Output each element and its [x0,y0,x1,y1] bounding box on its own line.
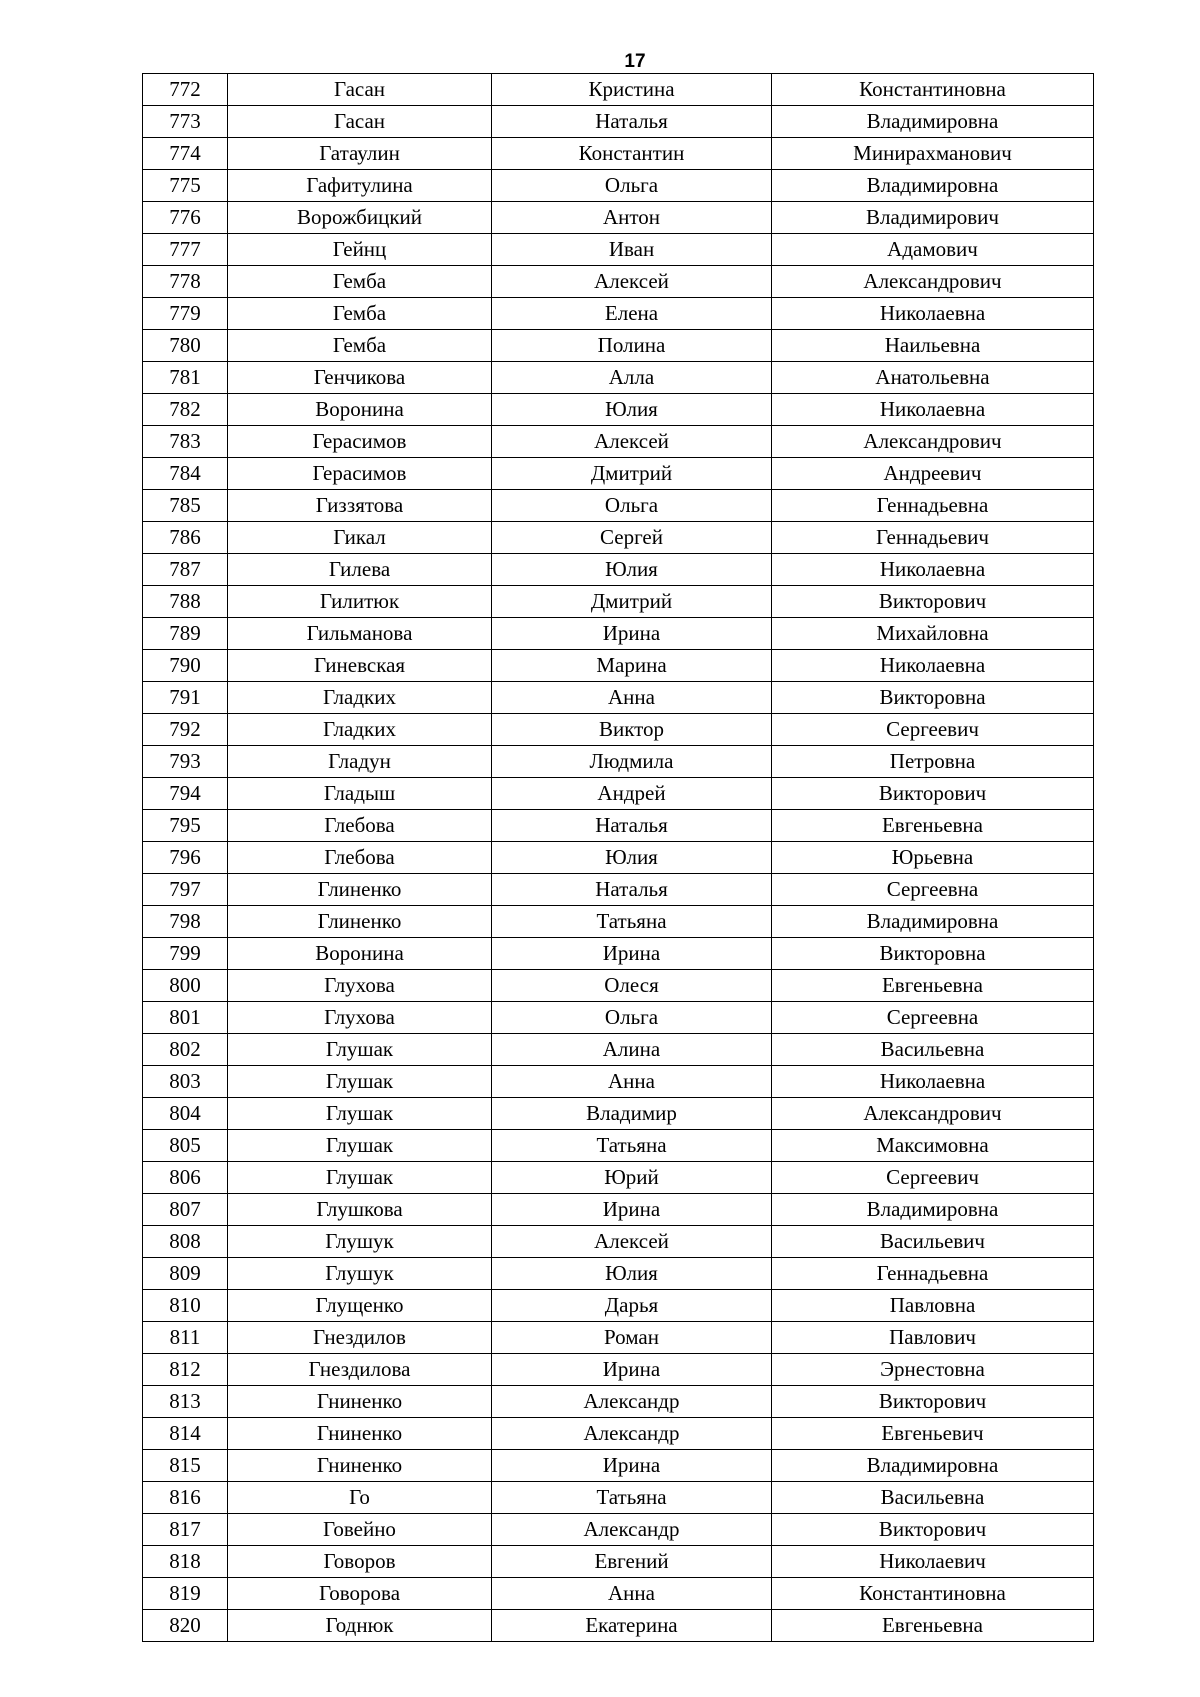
page-number: 17 [624,51,646,72]
last-name-cell: Герасимов [228,426,492,458]
table-row [143,74,1094,106]
first-name-cell: Сергей [492,522,772,554]
patronymic-cell: Евгеньевич [772,1418,1094,1450]
row-number-cell: 811 [143,1322,228,1354]
last-name-cell: Гемба [228,298,492,330]
row-number-cell: 812 [143,1354,228,1386]
table-row [143,618,1094,650]
row-number-cell: 815 [143,1450,228,1482]
first-name-cell: Татьяна [492,906,772,938]
table-row [143,458,1094,490]
first-name-cell: Дмитрий [492,586,772,618]
row-number-cell: 773 [143,106,228,138]
last-name-cell: Воронина [228,394,492,426]
last-name-cell: Гладких [228,714,492,746]
table-row [143,138,1094,170]
table-row [143,394,1094,426]
row-number-cell: 774 [143,138,228,170]
row-number-cell: 816 [143,1482,228,1514]
patronymic-cell: Владимировна [772,106,1094,138]
table-row [143,522,1094,554]
last-name-cell: Глухова [228,970,492,1002]
first-name-cell: Полина [492,330,772,362]
first-name-cell: Ирина [492,1450,772,1482]
table-row [143,1290,1094,1322]
patronymic-cell: Викторович [772,1514,1094,1546]
table-row [143,1098,1094,1130]
last-name-cell: Говейно [228,1514,492,1546]
last-name-cell: Гнездилова [228,1354,492,1386]
first-name-cell: Екатерина [492,1610,772,1642]
last-name-cell: Гасан [228,106,492,138]
patronymic-cell: Петровна [772,746,1094,778]
row-number-cell: 778 [143,266,228,298]
row-number-cell: 792 [143,714,228,746]
last-name-cell: Глушук [228,1226,492,1258]
last-name-cell: Герасимов [228,458,492,490]
patronymic-cell: Геннадьевна [772,1258,1094,1290]
first-name-cell: Татьяна [492,1130,772,1162]
last-name-cell: Гнездилов [228,1322,492,1354]
table-row [143,650,1094,682]
table-row [143,330,1094,362]
table-row [143,426,1094,458]
row-number-cell: 784 [143,458,228,490]
patronymic-cell: Евгеньевна [772,1610,1094,1642]
last-name-cell: Годнюк [228,1610,492,1642]
patronymic-cell: Анатольевна [772,362,1094,394]
patronymic-cell: Николаевна [772,554,1094,586]
patronymic-cell: Александрович [772,426,1094,458]
patronymic-cell: Сергеевич [772,714,1094,746]
table-row [143,1578,1094,1610]
table-row [143,1194,1094,1226]
row-number-cell: 796 [143,842,228,874]
last-name-cell: Гладких [228,682,492,714]
patronymic-cell: Николаевна [772,298,1094,330]
row-number-cell: 781 [143,362,228,394]
first-name-cell: Юлия [492,842,772,874]
last-name-cell: Глебова [228,842,492,874]
table-row [143,906,1094,938]
row-number-cell: 791 [143,682,228,714]
table-row [143,842,1094,874]
row-number-cell: 805 [143,1130,228,1162]
first-name-cell: Дмитрий [492,458,772,490]
table-row [143,1002,1094,1034]
patronymic-cell: Евгеньевна [772,810,1094,842]
row-number-cell: 789 [143,618,228,650]
first-name-cell: Ольга [492,170,772,202]
last-name-cell: Гасан [228,74,492,106]
last-name-cell: Воронина [228,938,492,970]
row-number-cell: 809 [143,1258,228,1290]
patronymic-cell: Евгеньевна [772,970,1094,1002]
row-number-cell: 783 [143,426,228,458]
last-name-cell: Глебова [228,810,492,842]
patronymic-cell: Викторович [772,1386,1094,1418]
patronymic-cell: Викторович [772,586,1094,618]
patronymic-cell: Константиновна [772,1578,1094,1610]
first-name-cell: Константин [492,138,772,170]
last-name-cell: Гниненко [228,1386,492,1418]
first-name-cell: Иван [492,234,772,266]
table-row [143,554,1094,586]
table-row [143,490,1094,522]
table-row [143,746,1094,778]
row-number-cell: 787 [143,554,228,586]
patronymic-cell: Владимировна [772,906,1094,938]
first-name-cell: Татьяна [492,1482,772,1514]
row-number-cell: 814 [143,1418,228,1450]
patronymic-cell: Геннадьевна [772,490,1094,522]
row-number-cell: 786 [143,522,228,554]
row-number-cell: 777 [143,234,228,266]
table-row [143,1258,1094,1290]
first-name-cell: Юлия [492,394,772,426]
table-row [143,1066,1094,1098]
table-row [143,1418,1094,1450]
last-name-cell: Гикал [228,522,492,554]
last-name-cell: Глушак [228,1162,492,1194]
last-name-cell: Гладун [228,746,492,778]
patronymic-cell: Андреевич [772,458,1094,490]
last-name-cell: Гилева [228,554,492,586]
last-name-cell: Генчикова [228,362,492,394]
last-name-cell: Глушук [228,1258,492,1290]
row-number-cell: 807 [143,1194,228,1226]
table-row [143,234,1094,266]
first-name-cell: Ирина [492,938,772,970]
first-name-cell: Анна [492,1066,772,1098]
first-name-cell: Юлия [492,554,772,586]
last-name-cell: Глущенко [228,1290,492,1322]
last-name-cell: Глушкова [228,1194,492,1226]
row-number-cell: 794 [143,778,228,810]
patronymic-cell: Владимировна [772,1450,1094,1482]
first-name-cell: Наталья [492,874,772,906]
row-number-cell: 785 [143,490,228,522]
patronymic-cell: Сергеевна [772,1002,1094,1034]
patronymic-cell: Эрнестовна [772,1354,1094,1386]
table-row [143,1130,1094,1162]
table-row [143,970,1094,1002]
row-number-cell: 776 [143,202,228,234]
patronymic-cell: Михайловна [772,618,1094,650]
last-name-cell: Гниненко [228,1418,492,1450]
row-number-cell: 808 [143,1226,228,1258]
table-row [143,810,1094,842]
first-name-cell: Алексей [492,266,772,298]
row-number-cell: 795 [143,810,228,842]
patronymic-cell: Павловна [772,1290,1094,1322]
first-name-cell: Анна [492,1578,772,1610]
first-name-cell: Елена [492,298,772,330]
table-row [143,1322,1094,1354]
patronymic-cell: Владимировна [772,1194,1094,1226]
table-row [143,106,1094,138]
row-number-cell: 779 [143,298,228,330]
table-row [143,938,1094,970]
last-name-cell: Гладыш [228,778,492,810]
first-name-cell: Юлия [492,1258,772,1290]
last-name-cell: Глушак [228,1130,492,1162]
table-row [143,1514,1094,1546]
table-row [143,298,1094,330]
last-name-cell: Гемба [228,266,492,298]
last-name-cell: Го [228,1482,492,1514]
last-name-cell: Глухова [228,1002,492,1034]
row-number-cell: 799 [143,938,228,970]
patronymic-cell: Николаевна [772,1066,1094,1098]
last-name-cell: Глушак [228,1098,492,1130]
first-name-cell: Алексей [492,1226,772,1258]
last-name-cell: Глушак [228,1066,492,1098]
patronymic-cell: Николаевич [772,1546,1094,1578]
row-number-cell: 798 [143,906,228,938]
last-name-cell: Гниненко [228,1450,492,1482]
table-row [143,586,1094,618]
first-name-cell: Роман [492,1322,772,1354]
patronymic-cell: Павлович [772,1322,1094,1354]
patronymic-cell: Минирахманович [772,138,1094,170]
first-name-cell: Ирина [492,1194,772,1226]
first-name-cell: Алина [492,1034,772,1066]
patronymic-cell: Викторовна [772,682,1094,714]
table-row [143,778,1094,810]
first-name-cell: Ирина [492,618,772,650]
patronymic-cell: Геннадьевич [772,522,1094,554]
table-row [143,714,1094,746]
patronymic-cell: Адамович [772,234,1094,266]
row-number-cell: 788 [143,586,228,618]
patronymic-cell: Васильевна [772,1034,1094,1066]
first-name-cell: Олеся [492,970,772,1002]
patronymic-cell: Васильевна [772,1482,1094,1514]
first-name-cell: Алла [492,362,772,394]
first-name-cell: Владимир [492,1098,772,1130]
row-number-cell: 793 [143,746,228,778]
table-row [143,874,1094,906]
patronymic-cell: Николаевна [772,394,1094,426]
table-row [143,170,1094,202]
table-row [143,1226,1094,1258]
last-name-cell: Гемба [228,330,492,362]
table-row [143,1162,1094,1194]
row-number-cell: 806 [143,1162,228,1194]
table-row [143,1610,1094,1642]
patronymic-cell: Владимировна [772,170,1094,202]
table-row [143,682,1094,714]
first-name-cell: Анна [492,682,772,714]
first-name-cell: Кристина [492,74,772,106]
first-name-cell: Алексей [492,426,772,458]
last-name-cell: Ворожбицкий [228,202,492,234]
table-row [143,1546,1094,1578]
last-name-cell: Гейнц [228,234,492,266]
table-row [143,1034,1094,1066]
table-row [143,1450,1094,1482]
row-number-cell: 818 [143,1546,228,1578]
patronymic-cell: Юрьевна [772,842,1094,874]
last-name-cell: Глиненко [228,906,492,938]
table-row [143,266,1094,298]
patronymic-cell: Александрович [772,1098,1094,1130]
last-name-cell: Говоров [228,1546,492,1578]
row-number-cell: 801 [143,1002,228,1034]
first-name-cell: Антон [492,202,772,234]
first-name-cell: Александр [492,1418,772,1450]
patronymic-cell: Александрович [772,266,1094,298]
last-name-cell: Гиззятова [228,490,492,522]
row-number-cell: 813 [143,1386,228,1418]
patronymic-cell: Сергеевна [772,874,1094,906]
row-number-cell: 817 [143,1514,228,1546]
first-name-cell: Наталья [492,106,772,138]
row-number-cell: 800 [143,970,228,1002]
row-number-cell: 775 [143,170,228,202]
patronymic-cell: Викторович [772,778,1094,810]
first-name-cell: Людмила [492,746,772,778]
table-row [143,362,1094,394]
first-name-cell: Александр [492,1514,772,1546]
row-number-cell: 820 [143,1610,228,1642]
first-name-cell: Андрей [492,778,772,810]
table-row [143,202,1094,234]
first-name-cell: Наталья [492,810,772,842]
row-number-cell: 797 [143,874,228,906]
first-name-cell: Ирина [492,1354,772,1386]
first-name-cell: Виктор [492,714,772,746]
roster-table [142,73,1094,1642]
patronymic-cell: Сергеевич [772,1162,1094,1194]
table-row [143,1354,1094,1386]
last-name-cell: Говорова [228,1578,492,1610]
last-name-cell: Гафитулина [228,170,492,202]
first-name-cell: Александр [492,1386,772,1418]
row-number-cell: 772 [143,74,228,106]
patronymic-cell: Викторовна [772,938,1094,970]
first-name-cell: Дарья [492,1290,772,1322]
patronymic-cell: Наильевна [772,330,1094,362]
first-name-cell: Марина [492,650,772,682]
first-name-cell: Ольга [492,490,772,522]
last-name-cell: Гатаулин [228,138,492,170]
first-name-cell: Юрий [492,1162,772,1194]
row-number-cell: 803 [143,1066,228,1098]
row-number-cell: 804 [143,1098,228,1130]
patronymic-cell: Николаевна [772,650,1094,682]
table-row [143,1386,1094,1418]
last-name-cell: Гиневская [228,650,492,682]
last-name-cell: Глиненко [228,874,492,906]
last-name-cell: Глушак [228,1034,492,1066]
row-number-cell: 790 [143,650,228,682]
row-number-cell: 819 [143,1578,228,1610]
row-number-cell: 782 [143,394,228,426]
patronymic-cell: Владимирович [772,202,1094,234]
first-name-cell: Ольга [492,1002,772,1034]
patronymic-cell: Васильевич [772,1226,1094,1258]
roster-body [143,74,1094,1642]
row-number-cell: 780 [143,330,228,362]
last-name-cell: Гилитюк [228,586,492,618]
table-row [143,1482,1094,1514]
patronymic-cell: Максимовна [772,1130,1094,1162]
row-number-cell: 810 [143,1290,228,1322]
first-name-cell: Евгений [492,1546,772,1578]
row-number-cell: 802 [143,1034,228,1066]
last-name-cell: Гильманова [228,618,492,650]
patronymic-cell: Константиновна [772,74,1094,106]
